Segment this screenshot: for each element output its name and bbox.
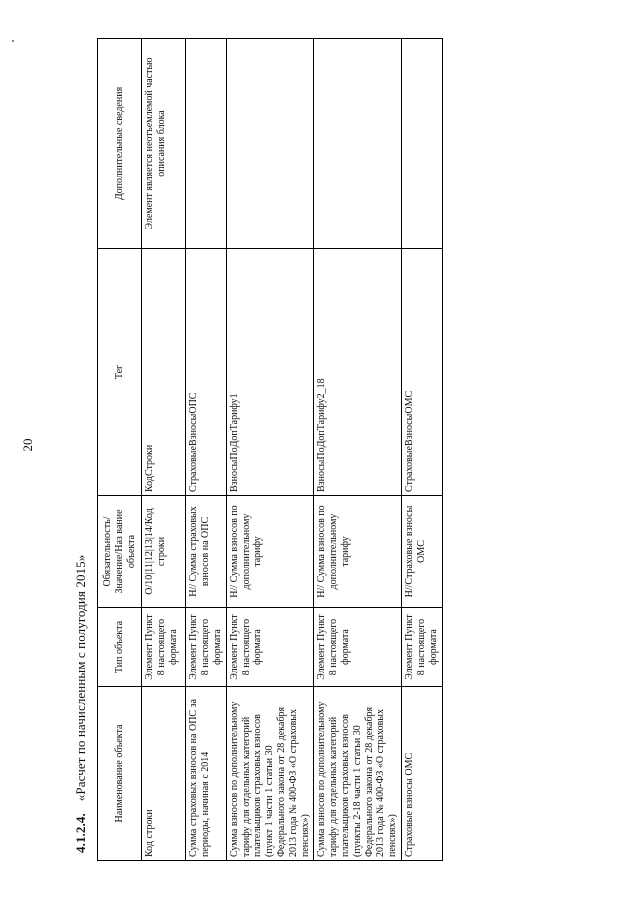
- table-header-row: [98, 39, 142, 861]
- cell-requirement: Н// Сумма взносов по дополнительному тарифу: [314, 496, 402, 608]
- header-object-type: Тип объекта: [98, 608, 142, 687]
- cell-tag: ВзносыПоДопТарифу2_18: [314, 249, 402, 496]
- cell-object-name: Сумма взносов по дополнительному тарифу для отдельных категорий плательщиков страховых взносов (пункты 2-18 части 1 статьи 30 Федерального закона от 28 декабря 2013 года № 400-ФЗ «О страховых пенсиях»): [314, 687, 402, 861]
- cell-object-name: Страховые взносы ОМС: [401, 687, 442, 861]
- section-heading: [73, 555, 89, 853]
- cell-object-name: Код строки: [142, 687, 186, 861]
- format-spec-table: [97, 38, 443, 861]
- cell-tag: СтраховыеВзносыОМС: [401, 249, 442, 496]
- header-requirement: Обязательность/Значение/Наз вание объекта: [98, 496, 142, 608]
- cell-object-name: Сумма взносов по дополнительному тарифу для отдельных категорий плательщиков страховых взносов (пункт 1 части 1 статьи 30 Федерального закона от 28 декабря 2013 года № 400-ФЗ «О страховых пенсиях»): [226, 687, 314, 861]
- table-row: [314, 39, 402, 861]
- cell-object-type: Элемент Пункт 8 настоящего формата: [142, 608, 186, 687]
- cell-tag: КодСтроки: [142, 249, 186, 496]
- cell-requirement: Н// Сумма страховых взносов на ОПС: [186, 496, 226, 608]
- cell-additional-info: [186, 39, 226, 249]
- page-number: 20: [20, 438, 35, 452]
- cell-requirement: О/10|11|12|13|14/Код строки: [142, 496, 186, 608]
- table-row: [142, 39, 186, 861]
- cell-additional-info: [226, 39, 314, 249]
- cell-object-type: Элемент Пункт 8 настоящего формата: [401, 608, 442, 687]
- header-object-name: Наименование объекта: [98, 687, 142, 861]
- cell-object-type: Элемент Пункт 8 настоящего формата: [186, 608, 226, 687]
- cell-additional-info: [314, 39, 402, 249]
- cell-object-type: Элемент Пункт 8 настоящего формата: [226, 608, 314, 687]
- section-number: 4.1.2.4.: [73, 813, 88, 853]
- cell-additional-info: Элемент является неотъемлемой частью описания блока: [142, 39, 186, 249]
- table-row: [401, 39, 442, 861]
- cell-additional-info: [401, 39, 442, 249]
- section-title: «Расчет по начисленным с полугодия 2015»: [73, 554, 88, 802]
- table-row: [226, 39, 314, 861]
- cell-object-type: Элемент Пункт 8 настоящего формата: [314, 608, 402, 687]
- cell-tag: ВзносыПоДопТарифу1: [226, 249, 314, 496]
- table-row: [186, 39, 226, 861]
- cell-requirement: Н// Сумма взносов по дополнительному тарифу: [226, 496, 314, 608]
- cell-tag: СтраховыеВзносыОПС: [186, 249, 226, 496]
- header-additional-info: Дополнительные сведения: [98, 39, 142, 249]
- cell-requirement: Н//Страховые взносы ОМС: [401, 496, 442, 608]
- cell-object-name: Сумма страховых взносов на ОПС за периоды, начиная с 2014: [186, 687, 226, 861]
- header-tag: Тег: [98, 249, 142, 496]
